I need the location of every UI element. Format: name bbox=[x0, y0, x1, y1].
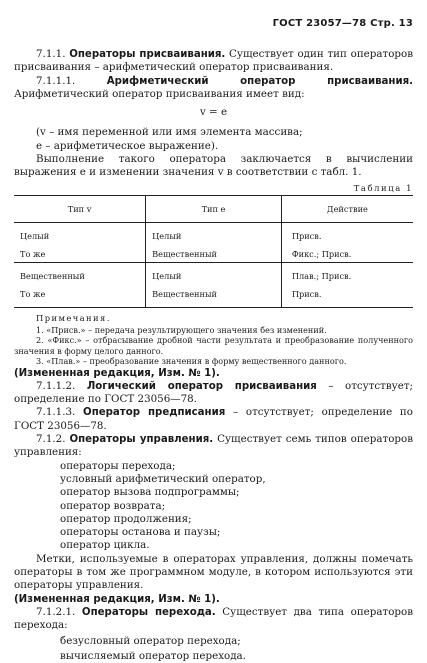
definition-e: e – арифметическое выражение). bbox=[36, 139, 219, 152]
table-cell: Целый bbox=[146, 262, 282, 284]
para-7-1-1-1: 7.1.1.1. Арифметический оператор присваивания. Арифметический оператор присваивания имеет вид: bbox=[14, 74, 413, 100]
para-execution: Выполнение такого оператора заключается в вычислении выражения e и изменении значения v в соответствии с табл. 1. bbox=[14, 153, 413, 179]
table-row bbox=[14, 244, 413, 263]
list-item: оператор вызова подпрограммы; bbox=[60, 486, 240, 499]
list-item: вычисляемый оператор перехода. bbox=[60, 649, 246, 662]
table-cell: Целый bbox=[20, 230, 50, 241]
para-7-1-2-1: 7.1.2.1. Операторы перехода. Существует два типа операторов перехода: bbox=[14, 605, 413, 632]
para-7-1-2: 7.1.2. Операторы управления. Существует семь типов операторов управления: bbox=[14, 433, 413, 459]
table-cell: Вещественный bbox=[146, 244, 282, 263]
table-cell: Вещественный bbox=[20, 270, 85, 281]
revision-note: (Измененная редакция, Изм. № 1). bbox=[14, 593, 220, 605]
page-body bbox=[14, 48, 413, 663]
note-item: 2. «Фикс.» – отбрасывание дробной части результата и преобразование полученного значения в форму целого данного. bbox=[14, 335, 413, 356]
table-row bbox=[14, 284, 413, 308]
table-row bbox=[14, 262, 413, 284]
column-header: Действие bbox=[281, 195, 413, 222]
assignment-table bbox=[14, 195, 413, 308]
para-heading: Оператор предписания bbox=[83, 407, 226, 419]
formula: v = e bbox=[199, 106, 228, 119]
table-caption: Таблица 1 bbox=[353, 182, 413, 193]
table-cell: Фикс.; Присв. bbox=[281, 244, 413, 263]
table-header-row bbox=[14, 195, 413, 222]
table-cell: Целый bbox=[146, 222, 282, 244]
table-cell: То же bbox=[20, 248, 46, 259]
table-cell: Вещественный bbox=[146, 284, 282, 308]
para-7-1-1-3: 7.1.1.3. Оператор предписания – отсутствует; определение по ГОСТ 23056—78. bbox=[14, 406, 413, 432]
list-item: оператор цикла. bbox=[60, 539, 150, 552]
list-item: оператор возврата; bbox=[60, 499, 166, 512]
para-heading: Операторы управления. bbox=[69, 434, 214, 446]
notes-heading: Примечания. bbox=[36, 312, 111, 323]
list-item: операторы останова и паузы; bbox=[60, 526, 221, 539]
table-cell: Плав.; Присв. bbox=[281, 262, 413, 284]
definition-v: (v – имя переменной или имя элемента массива; bbox=[36, 126, 303, 139]
column-header: Тип e bbox=[146, 195, 282, 222]
para-heading: Операторы перехода. bbox=[81, 606, 216, 618]
table-cell: Присв. bbox=[281, 222, 413, 244]
list-item: безусловный оператор перехода; bbox=[60, 634, 241, 647]
para-heading: Операторы присваивания. bbox=[69, 49, 226, 60]
list-item: оператор продолжения; bbox=[60, 512, 192, 525]
note-item: 1. «Присв.» – передача результирующего значения без изменений. bbox=[36, 324, 327, 335]
para-7-1-1: 7.1.1. Операторы присваивания. Существует один тип операторов присваивания – арифметический оператор присваивания. bbox=[14, 48, 413, 74]
para-7-1-1-2: 7.1.1.2. Логический оператор присваивания – отсутствует; определение по ГОСТ 23056—78. bbox=[14, 379, 413, 406]
table-cell: То же bbox=[20, 288, 46, 299]
para-heading: Логический оператор присваивания bbox=[86, 380, 317, 392]
column-header: Тип v bbox=[67, 203, 92, 214]
table-row bbox=[14, 222, 413, 244]
page-header: ГОСТ 23057—78 Стр. 13 bbox=[272, 18, 413, 29]
revision-note: (Измененная редакция, Изм. № 1). bbox=[14, 367, 220, 379]
para-heading: Арифметический оператор присваивания. bbox=[106, 75, 413, 87]
para-labels: Метки, используемые в операторах управления, должны помечать операторы в том же программном модуле, в котором используются эти операторы управления. bbox=[14, 552, 413, 592]
list-item: операторы перехода; bbox=[60, 459, 176, 472]
note-item: 3. «Плав.» – преобразование значения в форму вещественного данного. bbox=[36, 356, 347, 367]
list-item: условный арифметический оператор, bbox=[60, 472, 266, 485]
table-cell: Присв. bbox=[281, 284, 413, 308]
